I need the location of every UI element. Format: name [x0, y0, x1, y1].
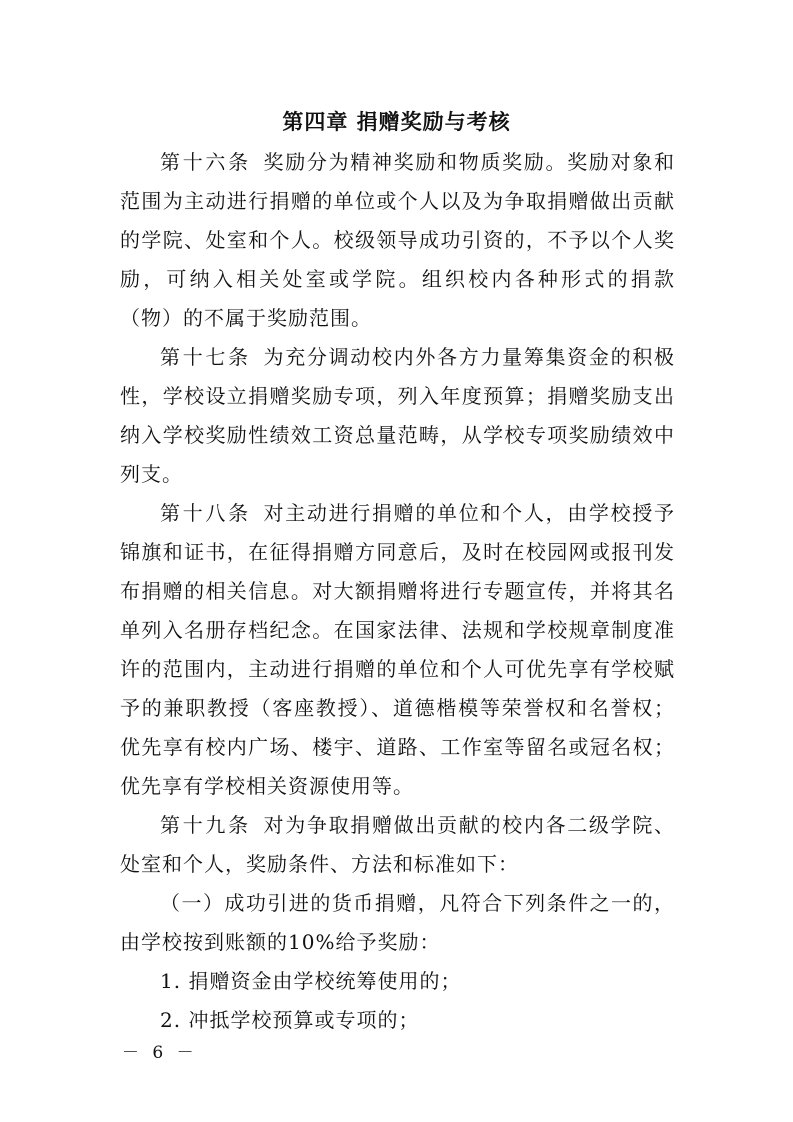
paragraph-text: 对主动进行捐赠的单位和个人，由学校授予锦旗和证书，在征得捐赠方同意后，及时在校园网或报刊发布捐赠的相关信息。对大额捐赠将进行专题宣传，并将其名单列入名册存档纪念。在国家法律、法规和学校规章制度准许的范围内，主动进行捐赠的单位和个人可优先享有学校赋予的兼职教授（客座教授）、道德楷模等荣誉权和名誉权；优先享有校内广场、楼宇、道路、工作室等留名或冠名权；优先享有学校相关资源使用等。: [120, 501, 676, 798]
page-number: － 6 －: [122, 1043, 198, 1063]
paragraph-text: 为充分调动校内外各方力量筹集资金的积极性，学校设立捐赠奖励专项，列入年度预算；捐赠奖励支出纳入学校奖励性绩效工资总量范畴，从学校专项奖励绩效中列支。: [120, 345, 676, 486]
article-label: 第十九条: [160, 813, 251, 837]
chapter-title: 第四章 捐赠奖励与考核: [282, 110, 511, 134]
paragraph-text: 对为争取捐赠做出贡献的校内各二级学院、处室和个人，奖励条件、方法和标准如下：: [120, 813, 676, 876]
paragraph-article-16: [120, 143, 675, 338]
paragraph-article-19: [120, 806, 675, 884]
paragraph-item-1: [120, 884, 675, 962]
paragraph-subitem-1: [120, 962, 675, 1001]
body-text: [120, 143, 675, 1040]
article-label: 第十八条: [160, 501, 251, 525]
paragraph-text: 奖励分为精神奖励和物质奖励。奖励对象和范围为主动进行捐赠的单位或个人以及为争取捐赠做出贡献的学院、处室和个人。校级领导成功引资的，不予以个人奖励，可纳入相关处室或学院。组织校内各种形式的捐款（物）的不属于奖励范围。: [120, 150, 676, 330]
article-label: 第十六条: [160, 150, 251, 174]
paragraph-article-18: [120, 494, 675, 806]
paragraph-text: 1. 捐赠资金由学校统筹使用的；: [160, 969, 462, 993]
paragraph-subitem-2: [120, 1001, 675, 1040]
article-label: 第十七条: [160, 345, 251, 369]
paragraph-text: （一）成功引进的货币捐赠，凡符合下列条件之一的，由学校按到账额的10%给予奖励：: [120, 891, 675, 954]
paragraph-text: 2. 冲抵学校预算或专项的；: [160, 1008, 420, 1032]
paragraph-article-17: [120, 338, 675, 494]
